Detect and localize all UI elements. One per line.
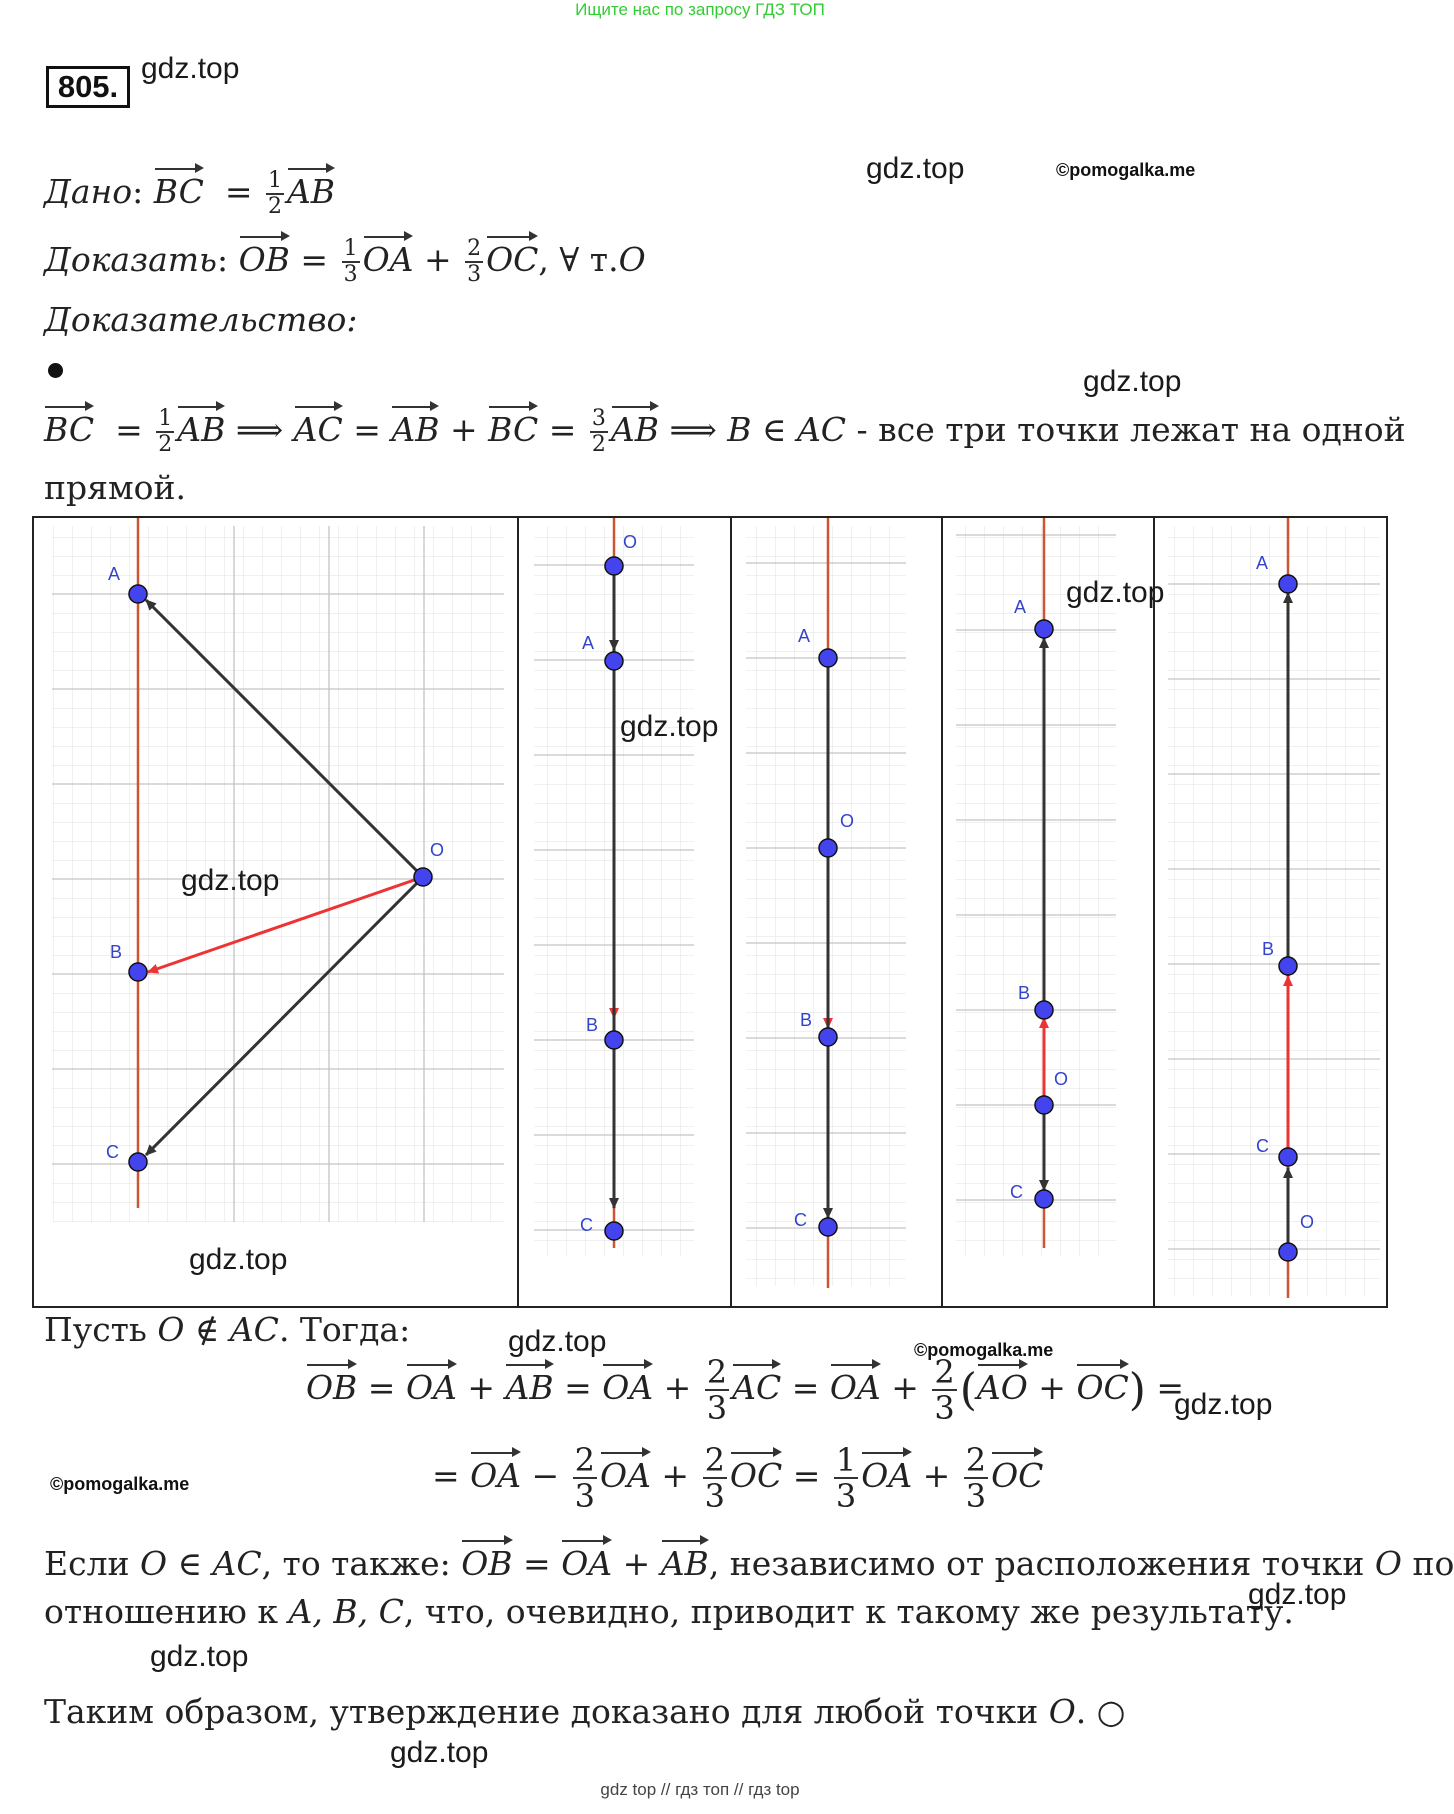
given-label: Дано xyxy=(44,172,133,211)
watermark-gdz: gdz.top xyxy=(189,1243,288,1276)
fig4-label: C xyxy=(1010,1182,1023,1202)
fig2-label: C xyxy=(580,1215,593,1235)
watermark-gdz: gdz.top xyxy=(1174,1388,1273,1421)
proof-label: Доказательство: xyxy=(44,300,358,339)
figure-panel xyxy=(32,516,1388,1308)
watermark-gdz: gdz.top xyxy=(150,1640,249,1673)
footer-links[interactable]: gdz top // гдз топ // гдз top xyxy=(600,1780,800,1799)
watermark-pomogalka: ©pomogalka.me xyxy=(1056,160,1196,180)
case-inside-line: Если O ∈ AC, то также: OB = OA + AB, независимо от расположения точки O по xyxy=(44,1538,1454,1583)
conclusion-line: Таким образом, утверждение доказано для любой точки O. ○ xyxy=(44,1692,1126,1731)
equation-line-2: = OA − $\frac{2}{3}$ OA + $\frac{2}{3}$ OC = $\frac{1}{3}$ OA + $\frac{2}{3}$ OC xyxy=(432,1441,1044,1515)
site-label: gdz.top xyxy=(141,52,240,85)
proof-line-1-tail: - все три точки лежат на одной xyxy=(846,410,1406,449)
case-inside-line-2: отношению к A, B, C, что, очевидно, приводит к такому же результату. xyxy=(44,1592,1294,1631)
bullet-point xyxy=(48,363,63,378)
fig2-label: B xyxy=(586,1015,599,1035)
fig5-label: O xyxy=(1300,1212,1315,1232)
watermark-pomogalka: ©pomogalka.me xyxy=(914,1340,1054,1360)
watermark-gdz: gdz.top xyxy=(1083,365,1182,398)
fig1-label: O xyxy=(430,840,445,860)
watermark-pomogalka: ©pomogalka.me xyxy=(50,1474,190,1494)
fig3-label: B xyxy=(800,1010,813,1030)
fig3-label: O xyxy=(840,811,855,831)
watermark-gdz: gdz.top xyxy=(620,710,719,743)
proof-line-1-cont: прямой. xyxy=(44,468,186,507)
fig4-label: B xyxy=(1018,983,1031,1003)
fig1-label: B xyxy=(110,942,123,962)
equation-line-1: OB = OA + AB = OA + $\frac{2}{3}$ AC = OA + $\frac{2}{3}$ (AO + OC) = xyxy=(306,1353,1185,1427)
fig2-label: A xyxy=(582,633,595,653)
watermark-gdz: gdz.top xyxy=(866,152,965,185)
figure-2 xyxy=(534,518,694,1256)
figures-svg xyxy=(34,518,1386,1306)
watermark-gdz: gdz.top xyxy=(181,864,280,897)
prove-line: Доказать: OB = $\frac{1}{3}$ OA + $\frac{2}{3}$ OC, ∀ т.O xyxy=(44,236,646,287)
fig3-label: A xyxy=(798,626,811,646)
fig5-label: C xyxy=(1256,1136,1269,1156)
given-line: Дано: BC = $\frac{1}{2}$ AB xyxy=(44,168,336,219)
figure-3 xyxy=(746,518,906,1288)
fig4-label: A xyxy=(1014,597,1027,617)
fig3-label: C xyxy=(794,1210,807,1230)
fig4-label: O xyxy=(1054,1069,1069,1089)
prove-label: Доказать xyxy=(44,240,218,279)
given-colon: : xyxy=(132,172,154,211)
figure-4 xyxy=(956,518,1116,1256)
fig1-label: A xyxy=(108,564,121,584)
fig5-label: B xyxy=(1262,939,1275,959)
fig5-label: A xyxy=(1256,553,1269,573)
watermark-gdz: gdz.top xyxy=(390,1736,489,1769)
fig1-label: C xyxy=(106,1142,119,1162)
figure-5 xyxy=(1168,518,1380,1298)
task-number-badge: 805. xyxy=(46,66,130,108)
forall-text: ∀ т. xyxy=(559,240,619,279)
watermark-gdz: gdz.top xyxy=(1248,1578,1347,1611)
proof-line-1: BC = $\frac{1}{2}$ AB ⟹ AC = AB + BC = $\frac{3}{2}$ AB ⟹ B ∈ AC - все три точки лежат на одной xyxy=(44,406,1406,457)
watermark-gdz: gdz.top xyxy=(508,1325,607,1358)
fig2-label: O xyxy=(623,532,638,552)
case-outside-line: Пусть O ∉ AC. Тогда: xyxy=(44,1310,411,1349)
watermark-gdz: gdz.top xyxy=(1066,576,1165,609)
top-search-hint[interactable]: Ищите нас по запросу ГДЗ ТОП xyxy=(575,0,825,19)
